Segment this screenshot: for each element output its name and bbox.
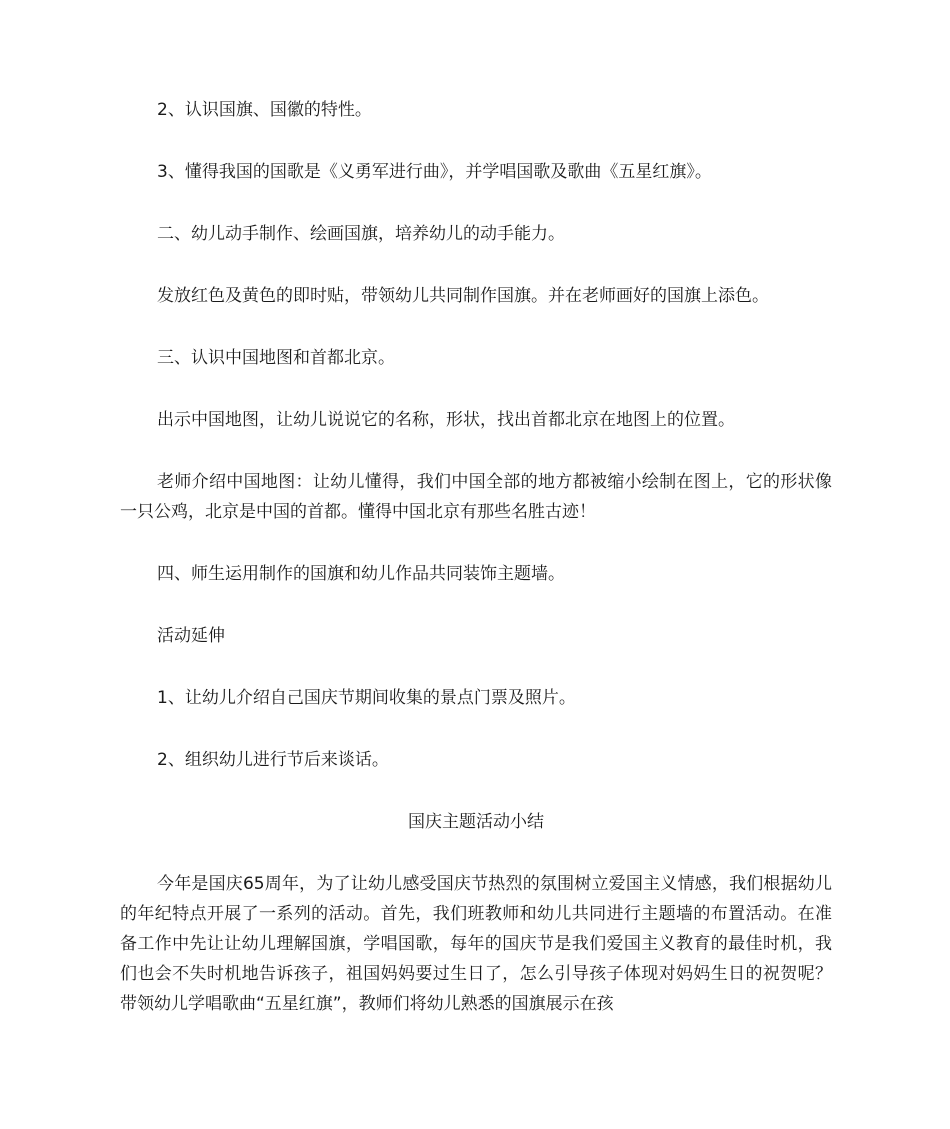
paragraph-item-2: 3、懂得我国的国歌是《义勇军进行曲》，并学唱国歌及歌曲《五星红旗》。 bbox=[157, 162, 712, 182]
paragraph-item-5: 三、认识中国地图和首都北京。 bbox=[157, 348, 395, 368]
paragraph-item-10: 1、让幼儿介绍自己国庆节期间收集的景点门票及照片。 bbox=[157, 688, 576, 708]
paragraph-item-6: 出示中国地图，让幼儿说说它的名称，形状，找出首都北京在地图上的位置。 bbox=[157, 410, 735, 430]
paragraph-item-3: 二、幼儿动手制作、绘画国旗，培养幼儿的动手能力。 bbox=[157, 224, 565, 244]
body-paragraph: 今年是国庆65周年，为了让幼儿感受国庆节热烈的氛围树立爱国主义情感，我们根据幼儿的年纪特点开展了一系列的活动。首先，我们班教师和幼儿共同进行主题墙的布置活动。在准备工作中先让让幼儿理解国旗，学唱国歌，每年的国庆节是我们爱国主义教育的最佳时机，我们也会不失时机地告诉孩子，祖国妈妈要过生日了，怎么引导孩子体现对妈妈生日的祝贺呢？带领幼儿学唱歌曲“五星红旗”，教师们将幼儿熟悉的国旗展示在孩 bbox=[120, 874, 832, 1014]
section-title: 国庆主题活动小结 bbox=[408, 812, 544, 832]
paragraph-item-4: 发放红色及黄色的即时贴，带领幼儿共同制作国旗。并在老师画好的国旗上添色。 bbox=[157, 286, 769, 306]
paragraph-item-1: 2、认识国旗、国徽的特性。 bbox=[157, 100, 372, 120]
paragraph-item-7: 老师介绍中国地图：让幼儿懂得，我们中国全部的地方都被缩小绘制在图上，它的形状像一只公鸡，北京是中国的首都。懂得中国北京有那些名胜古迹！ bbox=[120, 472, 832, 522]
paragraph-item-11: 2、组织幼儿进行节后来谈话。 bbox=[157, 750, 389, 770]
paragraph-item-8: 四、师生运用制作的国旗和幼儿作品共同装饰主题墙。 bbox=[157, 564, 565, 584]
paragraph-item-9: 活动延伸 bbox=[157, 626, 225, 646]
